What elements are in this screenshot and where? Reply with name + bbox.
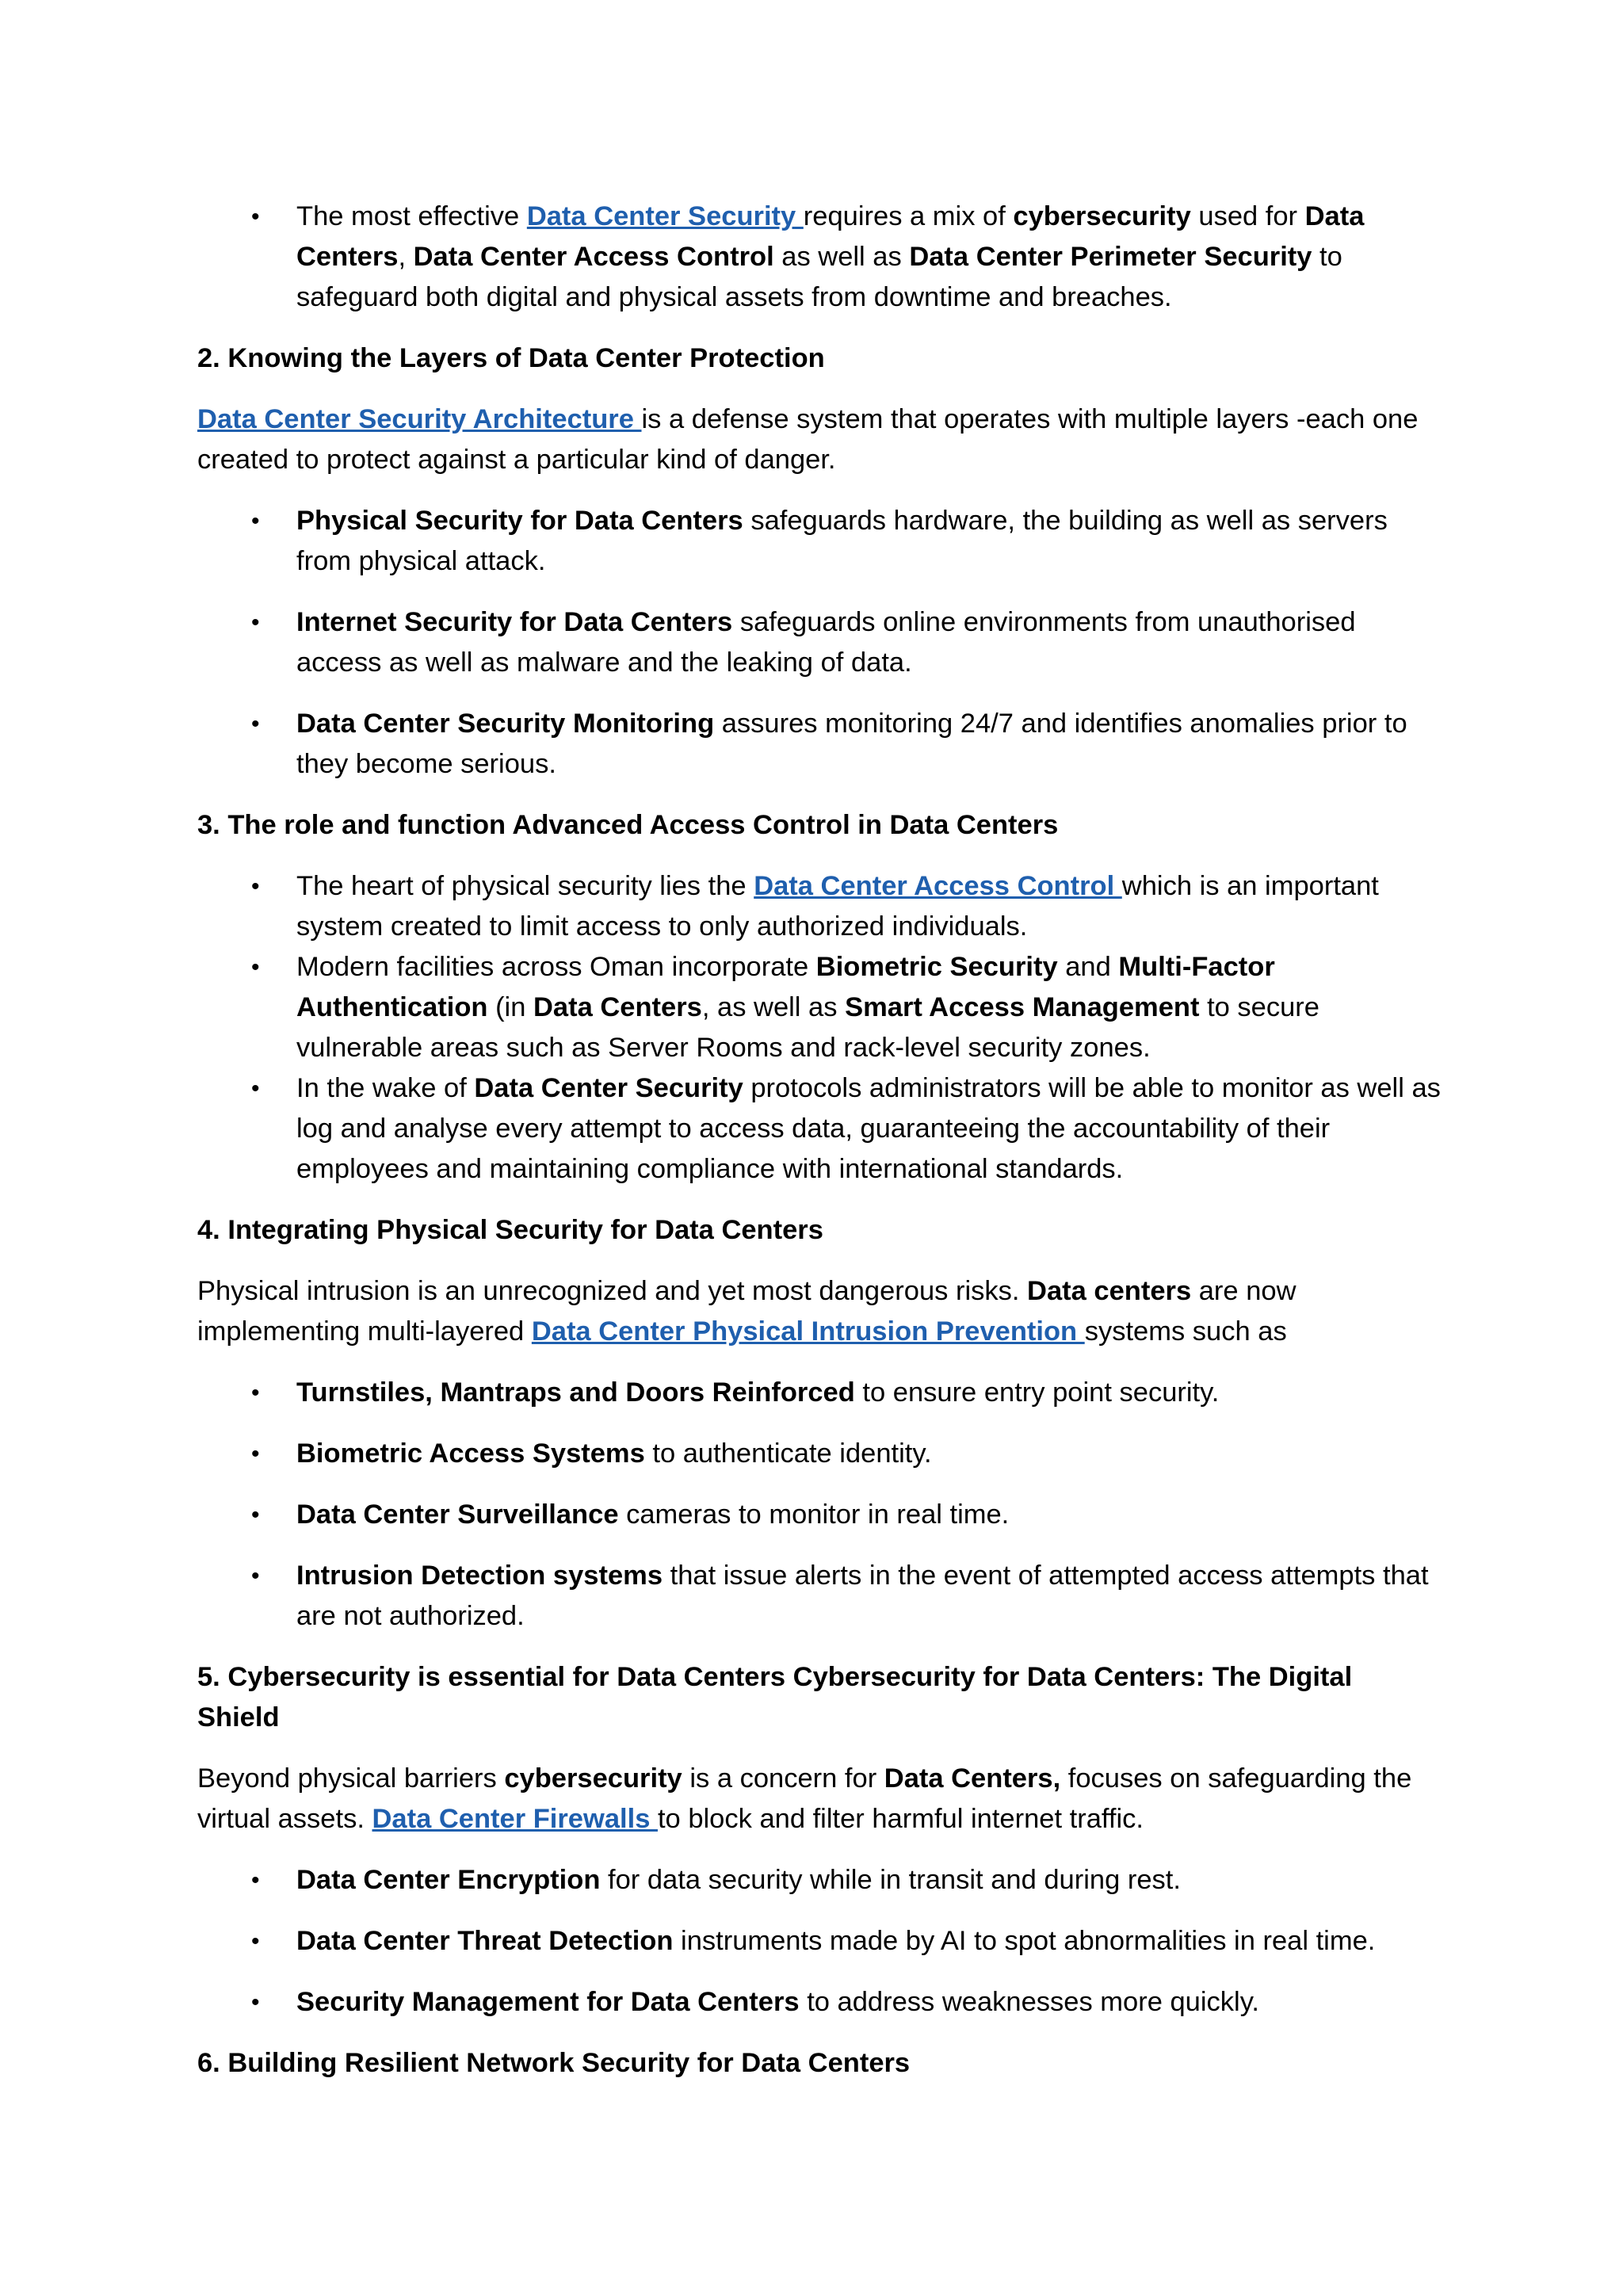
- bold-term: Data Center Surveillance: [296, 1499, 619, 1530]
- text: , as well as: [701, 992, 846, 1022]
- section-4-list: [197, 1373, 1442, 1637]
- text: are now implementing multi-layered: [197, 1276, 1296, 1347]
- text: The most effective: [296, 201, 527, 231]
- text: to authenticate identity.: [644, 1438, 932, 1469]
- text: which is an important system created to limit access to only authorized individuals.: [296, 871, 1379, 942]
- bullet-icon: •: [251, 1441, 260, 1467]
- section-1-list: [197, 197, 1442, 318]
- bullet-icon: •: [251, 1563, 260, 1589]
- text: requires a mix of: [803, 201, 1014, 231]
- bold-term: Data Center Security Monitoring: [296, 709, 715, 739]
- section-2-heading: 2. Knowing the Layers of Data Center Protection: [197, 343, 825, 373]
- bullet-icon: •: [251, 873, 260, 900]
- text: as well as: [773, 242, 910, 272]
- list-item: [197, 1068, 1442, 1190]
- bullet-icon: •: [251, 1928, 260, 1954]
- document-page: [197, 197, 1442, 2084]
- bold-term: Biometric Access Systems: [296, 1438, 645, 1469]
- text: The heart of physical security lies the: [296, 871, 754, 901]
- link-data-center-security-architecture[interactable]: Data Center Security Architecture: [197, 404, 642, 434]
- bullet-icon: •: [251, 711, 260, 737]
- text: instruments made by AI to spot abnormalities in real time.: [673, 1926, 1376, 1956]
- list-item: [197, 704, 1442, 785]
- link-physical-intrusion-prevention[interactable]: Data Center Physical Intrusion Prevention: [531, 1316, 1085, 1347]
- text: for data security while in transit and during rest.: [600, 1865, 1181, 1895]
- bold-term: Data Center Security: [474, 1073, 743, 1103]
- text: safeguards online environments from unauthorised access as well as malware and the leaking of data.: [296, 607, 1356, 678]
- section-6-heading: 6. Building Resilient Network Security for Data Centers: [197, 2048, 911, 2078]
- text: that issue alerts in the event of attempted access attempts that are not authorized.: [296, 1561, 1429, 1631]
- section-2-intro: [197, 399, 1442, 480]
- text: Physical intrusion is an unrecognized and yet most dangerous risks.: [197, 1276, 1028, 1306]
- list-item: [197, 1373, 1442, 1413]
- bold-term: Physical Security for Data Centers: [296, 506, 743, 536]
- list-item: [197, 1495, 1442, 1535]
- bold-term: Data Centers: [533, 992, 702, 1022]
- section-3-list: [197, 866, 1442, 1190]
- bullet-icon: •: [251, 1380, 260, 1406]
- text: systems such as: [1084, 1316, 1287, 1347]
- text: Modern facilities across Oman incorporate: [296, 952, 816, 982]
- text: and: [1057, 952, 1119, 982]
- text: to ensure entry point security.: [854, 1377, 1220, 1408]
- list-item: [197, 501, 1442, 582]
- bold-term: Data Center Access Control: [413, 242, 774, 272]
- bold-term: Data Center Perimeter Security: [909, 242, 1312, 272]
- bold-term: cybersecurity: [504, 1763, 682, 1794]
- bullet-icon: •: [251, 609, 260, 636]
- link-data-center-firewalls[interactable]: Data Center Firewalls: [372, 1804, 658, 1834]
- bullet-icon: •: [251, 1075, 260, 1102]
- bullet-icon: •: [251, 508, 260, 534]
- bold-term: Data Center Threat Detection: [296, 1926, 674, 1956]
- bold-term: Data Center Encryption: [296, 1865, 601, 1895]
- bold-term: Data centers: [1027, 1276, 1192, 1306]
- text: is a defense system that operates with multiple layers -each one created to protect against a particular kind of danger.: [197, 404, 1419, 475]
- text: assures monitoring 24/7 and identifies anomalies prior to they become serious.: [296, 709, 1407, 779]
- bullet-icon: •: [251, 1502, 260, 1528]
- bold-term: Data Centers,: [884, 1763, 1061, 1794]
- text: is a concern for: [682, 1763, 884, 1794]
- text: used for: [1190, 201, 1305, 231]
- list-item: [197, 866, 1442, 947]
- bold-term: cybersecurity: [1013, 201, 1191, 231]
- bullet-icon: •: [251, 204, 260, 230]
- section-4-intro: [197, 1271, 1442, 1352]
- text: In the wake of: [296, 1073, 475, 1103]
- bold-term: Intrusion Detection systems: [296, 1561, 663, 1591]
- list-item: [197, 1921, 1442, 1962]
- list-item: [197, 1982, 1442, 2023]
- section-4-heading: 4. Integrating Physical Security for Data Centers: [197, 1215, 823, 1245]
- list-item: [197, 602, 1442, 683]
- text: (in: [487, 992, 533, 1022]
- list-item: [197, 1556, 1442, 1637]
- text: to address weaknesses more quickly.: [799, 1987, 1259, 2017]
- section-2-list: [197, 501, 1442, 785]
- section-3-heading: 3. The role and function Advanced Access Control in Data Centers: [197, 810, 1059, 840]
- list-item: [197, 1860, 1442, 1901]
- text: focuses on safeguarding the virtual assets.: [197, 1763, 1412, 1834]
- bold-term: Biometric Security: [815, 952, 1058, 982]
- text: to safeguard both digital and physical assets from downtime and breaches.: [296, 242, 1342, 312]
- text: cameras to monitor in real time.: [618, 1499, 1010, 1530]
- bold-term: Internet Security for Data Centers: [296, 607, 733, 637]
- text: safeguards hardware, the building as well as servers from physical attack.: [296, 506, 1388, 576]
- list-item: [197, 1434, 1442, 1474]
- bullet-icon: •: [251, 954, 260, 980]
- list-item: [197, 947, 1442, 1068]
- link-data-center-security[interactable]: Data Center Security: [526, 201, 804, 231]
- text: Beyond physical barriers: [197, 1763, 505, 1794]
- section-5-heading: 5. Cybersecurity is essential for Data Centers Cybersecurity for Data Centers: The Digital Shield: [197, 1662, 1353, 1733]
- text: protocols administrators will be able to monitor as well as log and analyse every attempt to access data, guaranteeing the accountability of their employees and maintaining compliance with international standards.: [296, 1073, 1441, 1184]
- bold-term: Multi-Factor Authentication: [296, 952, 1275, 1022]
- bullet-icon: •: [251, 1867, 260, 1893]
- list-item: [197, 197, 1442, 318]
- bold-term: Security Management for Data Centers: [296, 1987, 800, 2017]
- text: to block and filter harmful internet traffic.: [657, 1804, 1144, 1834]
- bold-term: Data Centers: [296, 201, 1365, 272]
- bullet-icon: •: [251, 1989, 260, 2015]
- link-data-center-access-control[interactable]: Data Center Access Control: [754, 871, 1122, 901]
- bold-term: Turnstiles, Mantraps and Doors Reinforced: [296, 1377, 855, 1408]
- section-5-list: [197, 1860, 1442, 2023]
- text: to secure vulnerable areas such as Server Rooms and rack-level security zones.: [296, 992, 1319, 1063]
- bold-term: Smart Access Management: [845, 992, 1200, 1022]
- section-5-intro: [197, 1759, 1442, 1839]
- text: ,: [398, 242, 414, 272]
